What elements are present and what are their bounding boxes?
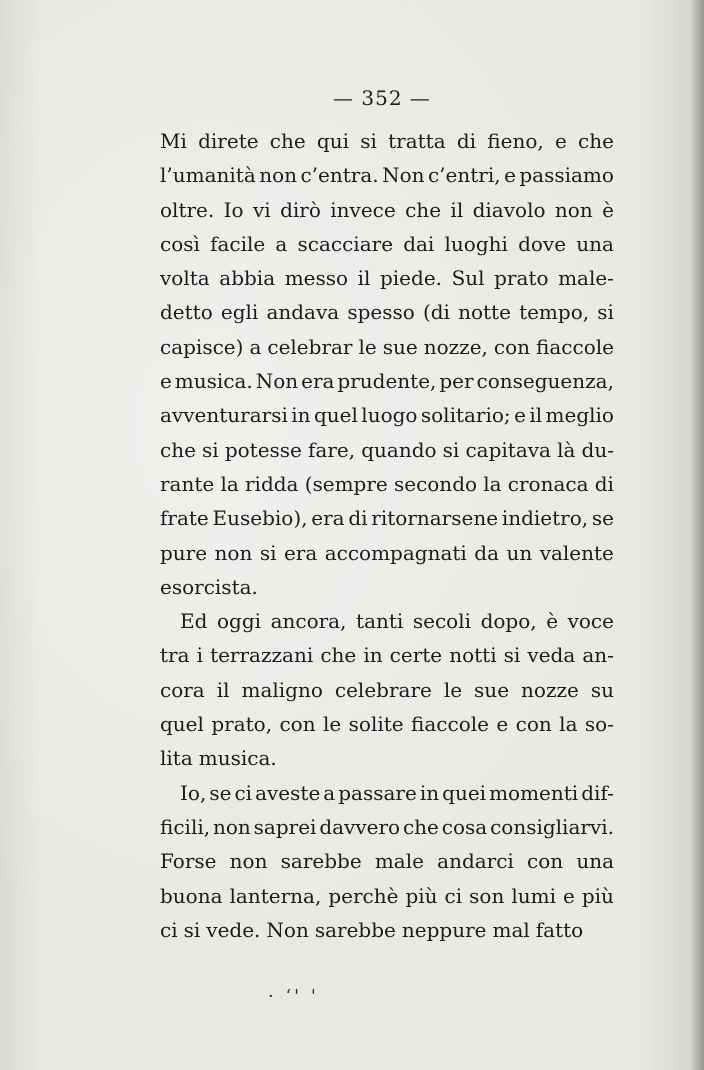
paragraph [160,124,614,604]
paragraph [160,604,614,775]
page-edge-shadow [690,0,704,1070]
text-line: Mi direte che qui si tratta di fieno, e che [160,129,614,153]
text-line: e musica. Non era prudente, per conseguenza, [160,369,614,394]
text-line: così facile a scacciare dai luoghi dove una [160,231,614,256]
text-line: cora il maligno celebrare le sue nozze su [160,677,614,702]
text-line: ficili, non saprei davvero che cosa consigliarvi. [160,814,614,839]
text-line: pure non si era accompagnati da un valente [160,540,614,565]
text-line: Io, se ci aveste a passare in quei momenti dif- [180,780,614,805]
paragraph [160,776,614,947]
text-line: lita musica. [160,746,277,771]
text-line: quel prato, con le solite fiaccole e con la so- [160,712,614,737]
text-line: tra i terrazzani che in certe notti si veda an- [160,643,614,668]
text-line: esorcista. [160,574,258,599]
text-line: frate Eusebio), era di ritornarsene indietro, se [160,506,614,531]
text-line: Forse non sarebbe male andarci con una [160,849,614,874]
body-text [160,124,614,947]
text-line: Ed oggi ancora, tanti secoli dopo, è voce [180,609,614,634]
text-line: che si potesse fare, quando si capitava là du- [160,437,614,462]
text-line: capisce) a celebrar le sue nozze, con fiaccole [160,334,614,359]
text-line: ci si vede. Non sarebbe neppure mal fatto [160,917,584,942]
text-line: avventurarsi in quel luogo solitario; e il meglio [160,403,614,428]
ink-smudge: · ‘ꞌ ꞌ [268,986,319,1007]
text-line: l’umanità non c’entra. Non c’entri, e passiamo [160,163,614,188]
text-line: detto egli andava spesso (di notte tempo, si [160,300,614,325]
text-line: rante la ridda (sempre secondo la cronaca di [160,471,614,496]
page-number: — 352 — [333,86,431,110]
text-line: oltre. Io vi dirò invece che il diavolo non è [160,197,614,222]
text-line: buona lanterna, perchè più ci son lumi e più [160,883,614,908]
text-line: volta abbia messo il piede. Sul prato male- [160,266,614,291]
